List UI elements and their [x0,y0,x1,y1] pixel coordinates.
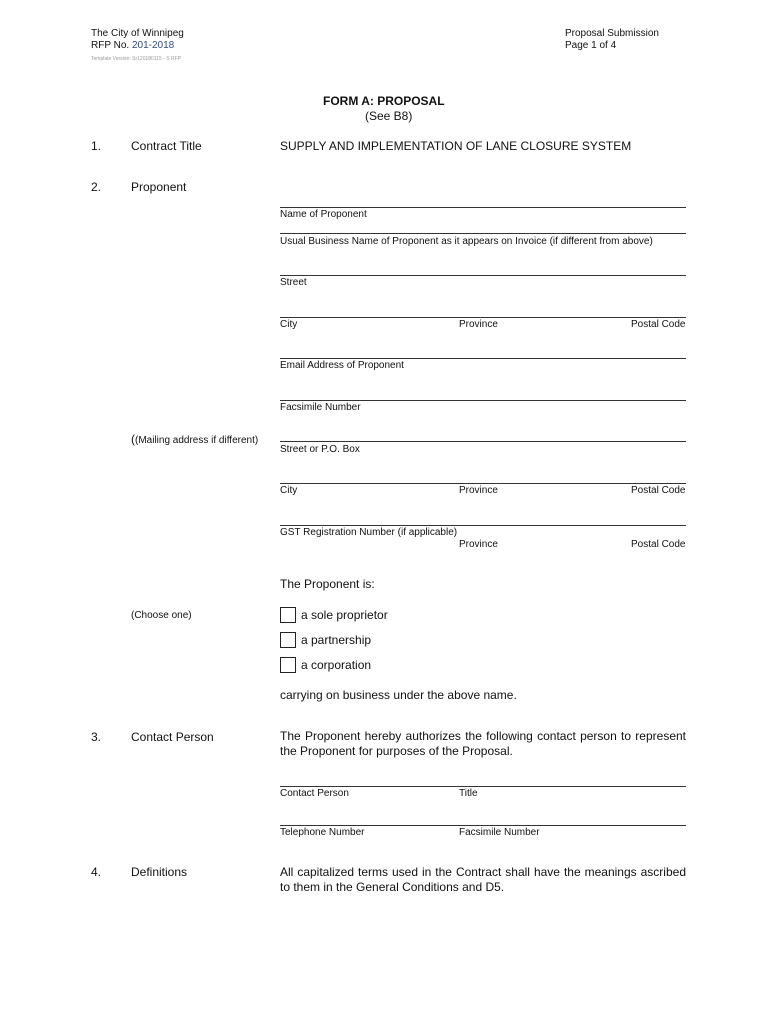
partnership-label: a partnership [301,633,372,647]
postal-code-label: Postal Code [631,319,686,330]
rfp-number: 201-2018 [131,40,175,51]
contact-authorization-text: The Proponent hereby authorizes the following contact person to represent the Proponent for purposes of the Proposal. [280,729,686,758]
carrying-on-business-text: carrying on business under the above name. [280,688,517,702]
section-2-label: Proponent [131,180,187,194]
proponent-is-label: The Proponent is: [280,577,375,591]
pobox-label: Street or P.O. Box [280,444,360,455]
fax-line[interactable] [280,400,686,401]
contact-person-label: Contact Person [280,788,349,799]
contact-title-label: Title [459,788,478,799]
street-label: Street [280,277,307,288]
section-4-number: 4. [91,865,102,879]
mailing-city-label: City [280,485,298,496]
contact-phone-line[interactable] [280,825,686,826]
section-2-number: 2. [91,180,102,194]
header-submission: Proposal Submission [565,28,659,39]
email-label: Email Address of Proponent [280,360,404,371]
corporation-label: a corporation [301,658,372,672]
mailing-address-note: ((Mailing address if different) [131,432,259,446]
business-name-label: Usual Business Name of Proponent as it appears on Invoice (if different from above) [280,236,653,247]
header-page: Page 1 of 4 [565,40,617,51]
province-label: Province [459,319,498,330]
definitions-text: All capitalized terms used in the Contract shall have the meanings ascribed to them in the General Conditions and D5. [280,865,686,894]
gst-line[interactable] [280,525,686,526]
mailing-postal-label: Postal Code [631,485,686,496]
street-line[interactable] [280,275,686,276]
section-3-label: Contact Person [131,730,214,744]
gst-postal-label: Postal Code [631,539,686,550]
choose-one-label: (Choose one) [131,610,192,621]
section-4-label: Definitions [131,865,188,879]
business-name-line[interactable] [280,233,686,234]
form-subtitle: (See B8) [365,109,413,123]
mailing-city-line[interactable] [280,483,686,484]
section-1-number: 1. [91,139,102,153]
gst-label: GST Registration Number (if applicable) [280,527,458,538]
form-title: FORM A: PROPOSAL [323,94,445,108]
pobox-line[interactable] [280,441,686,442]
section-3-number: 3. [91,730,102,744]
fax-label: Facsimile Number [280,402,361,413]
telephone-label: Telephone Number [280,827,365,838]
city-province-postal-line[interactable] [280,317,686,318]
mailing-province-label: Province [459,485,498,496]
mailing-address-text: (Mailing address if different) [135,435,259,446]
contact-fax-label: Facsimile Number [459,827,540,838]
template-version: Template Version: Sr120180115 - S RFP [91,56,181,62]
sole-proprietor-label: a sole proprietor [301,608,388,622]
header-city: The City of Winnipeg [91,28,184,39]
partnership-checkbox[interactable] [280,632,296,648]
gst-province-label: Province [459,539,498,550]
contact-person-line[interactable] [280,786,686,787]
section-1-label: Contract Title [131,139,202,153]
proponent-name-label: Name of Proponent [280,209,367,220]
sole-proprietor-checkbox[interactable] [280,607,296,623]
proponent-name-line[interactable] [280,207,686,208]
header-rfp [91,40,174,52]
email-line[interactable] [280,358,686,359]
rfp-prefix: RFP No. [91,40,130,51]
city-label: City [280,319,298,330]
contract-title-value: SUPPLY AND IMPLEMENTATION OF LANE CLOSURE SYSTEM [280,139,632,153]
corporation-checkbox[interactable] [280,657,296,673]
